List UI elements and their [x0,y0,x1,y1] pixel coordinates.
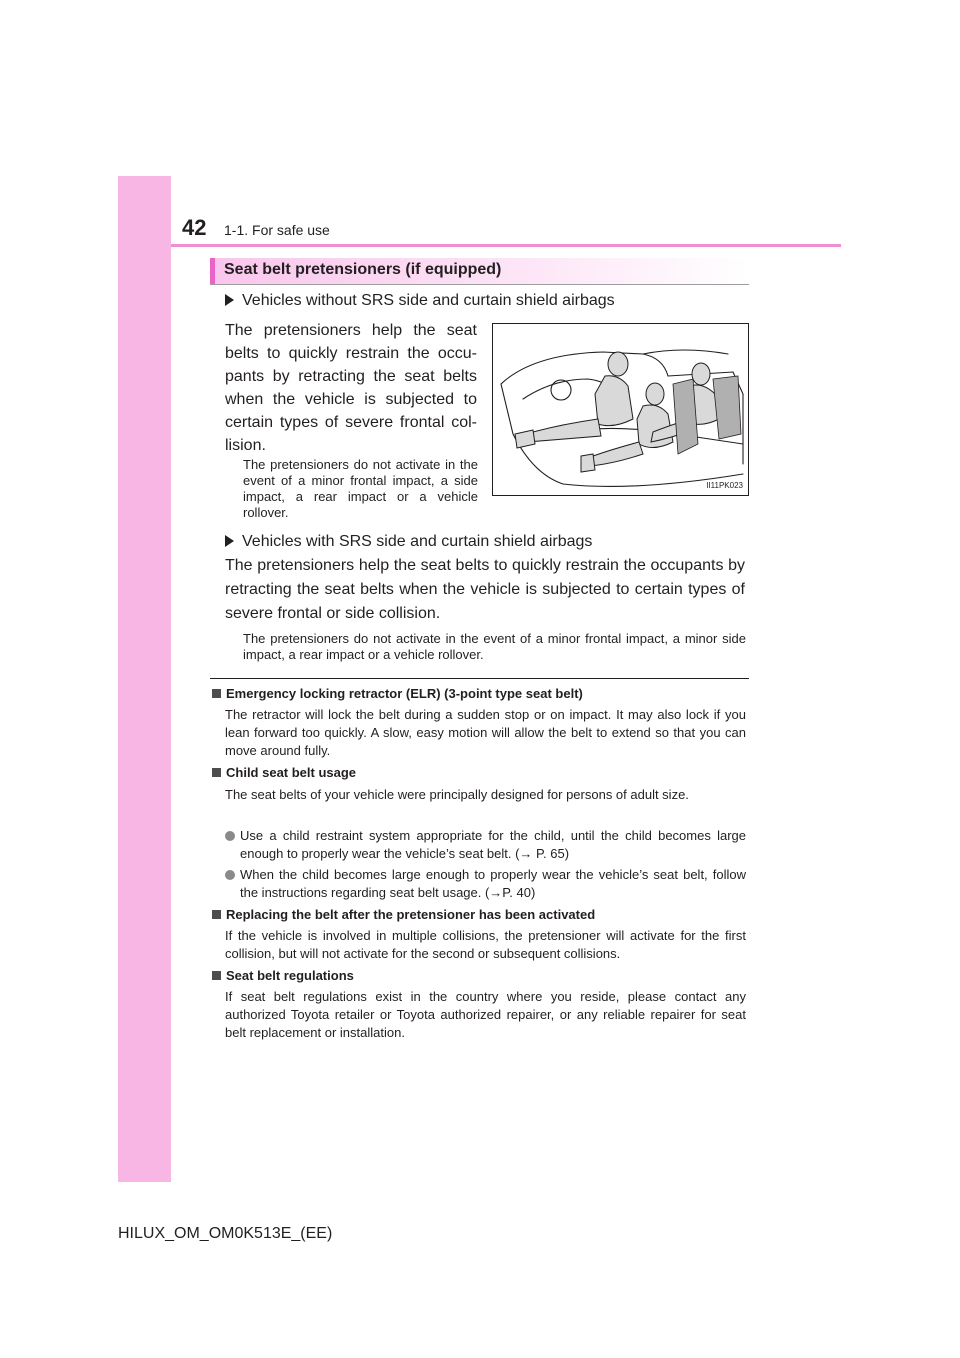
figure-code: II11PK023 [706,481,743,490]
child-bullet-2-text: When the child becomes large enough to properly wear the vehicle’s seat belt, follow the instructions regarding seat belt usage. (→P. 40) [240,867,746,900]
child-title-text: Child seat belt usage [226,765,357,780]
section-heading-bar [210,258,749,284]
case-label-text: Vehicles without SRS side and curtain shield airbags [242,292,615,309]
pretensioner-illustration [492,323,749,496]
occupants-illustration-icon [493,324,750,497]
heading-accent [210,258,215,284]
replace-title-text: Replacing the belt after the pretensioner has been activated [226,907,596,922]
round-bullet-icon [225,870,235,880]
square-bullet-icon [212,689,221,698]
child-bullet-1 [225,827,746,863]
regs-text: If seat belt regulations exist in the country where you reside, please contact any authorized Toyota retailer or Toyota authorized repairer, or any reliable repairer for seat belt replacement or installation. [225,989,746,1040]
regs-title-text: Seat belt regulations [226,968,354,983]
elr-text: The retractor will lock the belt during a sudden stop or on impact. It may also lock if you lean forward too quickly. A slow, easy motion will allow the belt to extend so that you can move around fully. [225,707,746,758]
section-heading: Seat belt pretensioners (if equipped) [224,261,502,278]
elr-title [212,686,583,701]
round-bullet-icon [225,831,235,841]
case-label-without-side-airbags [225,292,615,310]
regs-title [212,968,354,983]
child-bullet-2 [225,866,746,902]
square-bullet-icon [212,768,221,777]
triangle-bullet-icon [225,535,234,547]
page-number: 42 [182,215,207,240]
footer-code: HILUX_OM_OM0K513E_(EE) [118,1225,333,1242]
child-title [212,765,356,780]
child-bullet-1-text: Use a child restraint system appropriate for the child, until the child becomes large enough to properly wear the vehicle’s seat belt. (→ P. 65) [240,828,746,861]
case2-note: The pretensioners do not activate in the event of a minor frontal impact, a minor side impact, a rear impact or a vehicle rollover. [243,631,746,662]
replace-text: If the vehicle is involved in multiple collisions, the pretensioner will activate for the first collision, but will not activate for the second or subsequent collisions. [225,928,746,961]
triangle-bullet-icon [225,294,234,306]
side-band [118,176,171,1182]
square-bullet-icon [212,910,221,919]
section-divider [210,678,749,679]
case-label-with-side-airbags [225,533,592,551]
elr-title-text: Emergency locking retractor (ELR) (3-point type seat belt) [226,686,583,701]
case2-body: The pretensioners help the seat belts to quickly restrain the occupants by retracting the seat belts when the vehicle is subjected to certain types of severe frontal or side collision. [225,557,745,622]
replace-title [212,907,595,922]
heading-rule [210,284,749,285]
child-text: The seat belts of your vehicle were principally designed for persons of adult size. [225,787,689,802]
section-label: 1-1. For safe use [224,222,330,238]
case1-body: The pretensioners help the seat belts to quickly restrain the occu-pants by retracting the seat belts when the vehicle is subjected to certain types of severe frontal col-lision. [225,322,477,454]
square-bullet-icon [212,971,221,980]
case1-note: The pretensioners do not activate in the event of a minor frontal impact, a side impact, a rear impact or a vehicle rollover. [243,457,478,520]
case-label-text: Vehicles with SRS side and curtain shield airbags [242,533,593,550]
header-rule [171,244,841,247]
